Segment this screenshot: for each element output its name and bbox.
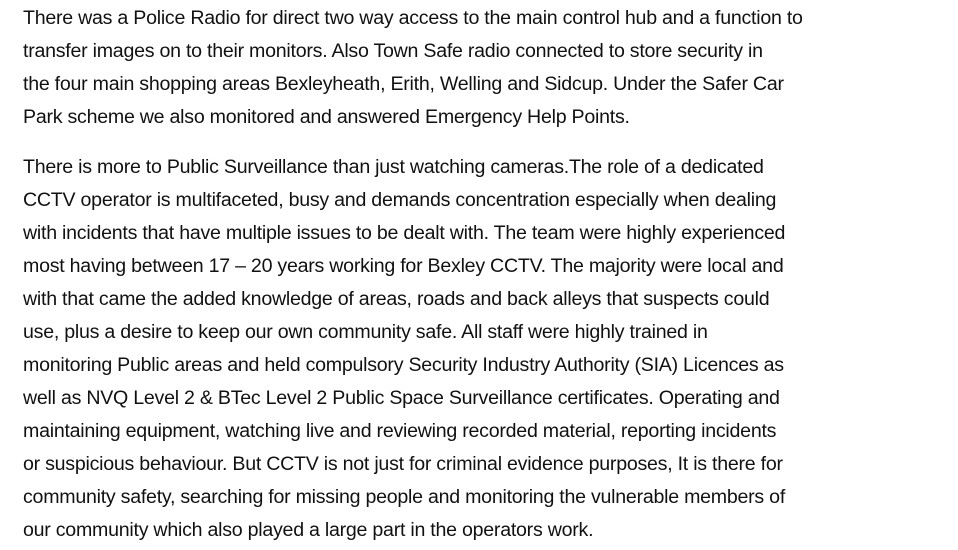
text-line: well as NVQ Level 2 & BTec Level 2 Public Space Surveillance certificates. Operating and [23,387,780,409]
text-line: CCTV operator is multifaceted, busy and demands concentration especially when dealing [23,189,777,211]
text-line: most having between 17 – 20 years working for Bexley CCTV. The majority were local and [23,255,784,277]
text-line: transfer images on to their monitors. Also Town Safe radio connected to store security in [23,40,763,62]
text-line: or suspicious behaviour. But CCTV is not just for criminal evidence purposes, It is there for [23,453,783,475]
text-line: with incidents that have multiple issues to be dealt with. The team were highly experienced [23,222,786,244]
text-line: our community which also played a large part in the operators work. [23,519,594,541]
text-line: There was a Police Radio for direct two way access to the main control hub and a function to [23,7,803,29]
text-line: maintaining equipment, watching live and reviewing recorded material, reporting incidents [23,420,777,442]
paragraph-police-radio [23,2,803,134]
text-line: use, plus a desire to keep our own community safe. All staff were highly trained in [23,321,708,343]
text-line: There is more to Public Surveillance than just watching cameras.The role of a dedicated [23,156,764,178]
text-line: community safety, searching for missing people and monitoring the vulnerable members of [23,486,786,508]
text-line: monitoring Public areas and held compulsory Security Industry Authority (SIA) Licences as [23,354,784,376]
text-line: with that came the added knowledge of areas, roads and back alleys that suspects could [23,288,770,310]
text-line: Park scheme we also monitored and answered Emergency Help Points. [23,106,630,128]
text-line: the four main shopping areas Bexleyheath, Erith, Welling and Sidcup. Under the Safer Car [23,73,784,95]
paragraph-public-surveillance [23,151,785,547]
